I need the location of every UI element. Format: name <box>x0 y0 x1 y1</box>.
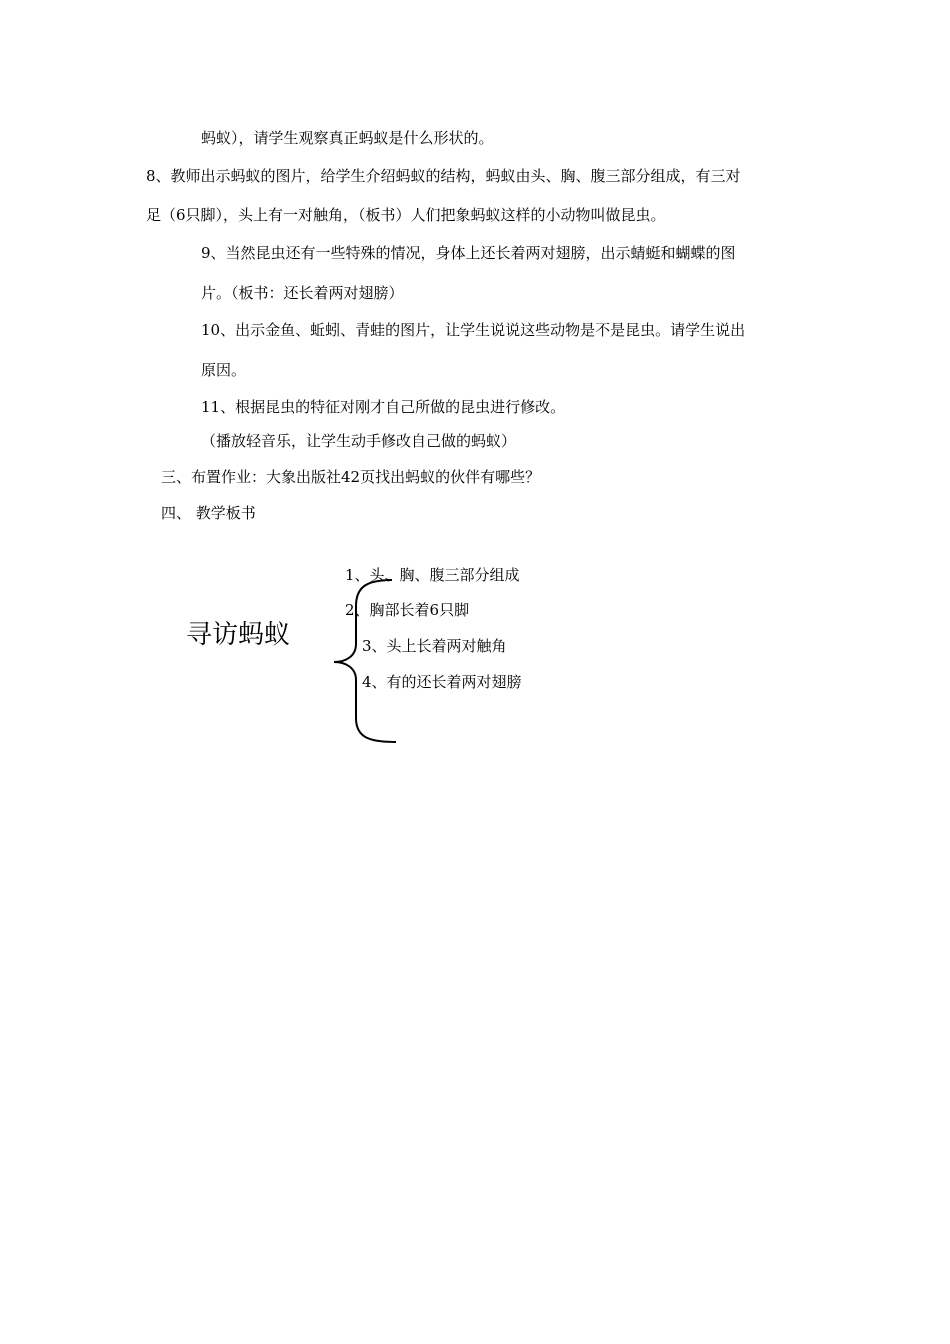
paragraph-line-5: 片。（板书：还长着两对翅膀） <box>201 284 404 302</box>
paragraph-line-3: 足（6只脚），头上有一对触角，（板书）人们把象蚂蚁这样的小动物叫做昆虫。 <box>146 206 666 224</box>
paragraph-line-4: 9、当然昆虫还有一些特殊的情况，身体上还长着两对翅膀，出示蜻蜓和蝴蝶的图 <box>201 244 736 262</box>
board-heading: 四、 教学板书 <box>161 504 256 522</box>
board-item-2: 2、胸部长着6只脚 <box>345 601 470 619</box>
board-title: 寻访蚂蚁 <box>186 620 291 650</box>
board-item-3: 3、头上长着两对触角 <box>362 637 507 655</box>
paragraph-line-7: 原因。 <box>201 361 247 379</box>
paragraph-line-6: 10、出示金鱼、蚯蚓、青蛙的图片，让学生说说这些动物是不是昆虫。请学生说出 <box>201 321 746 339</box>
paragraph-line-1: 蚂蚁），请学生观察真正蚂蚁是什么形状的。 <box>201 129 494 147</box>
board-item-1: 1、头、胸、腹三部分组成 <box>345 566 520 584</box>
paragraph-line-2: 8、教师出示蚂蚁的图片，给学生介绍蚂蚁的结构，蚂蚁由头、胸、腹三部分组成，有三对 <box>146 167 741 185</box>
paragraph-line-9: （播放轻音乐，让学生动手修改自己做的蚂蚁） <box>201 432 517 450</box>
paragraph-line-8: 11、根据昆虫的特征对刚才自己所做的昆虫进行修改。 <box>201 398 566 416</box>
board-item-4: 4、有的还长着两对翅膀 <box>362 673 522 691</box>
homework-heading: 三、布置作业：大象出版社42页找出蚂蚁的伙伴有哪些？ <box>161 468 541 486</box>
